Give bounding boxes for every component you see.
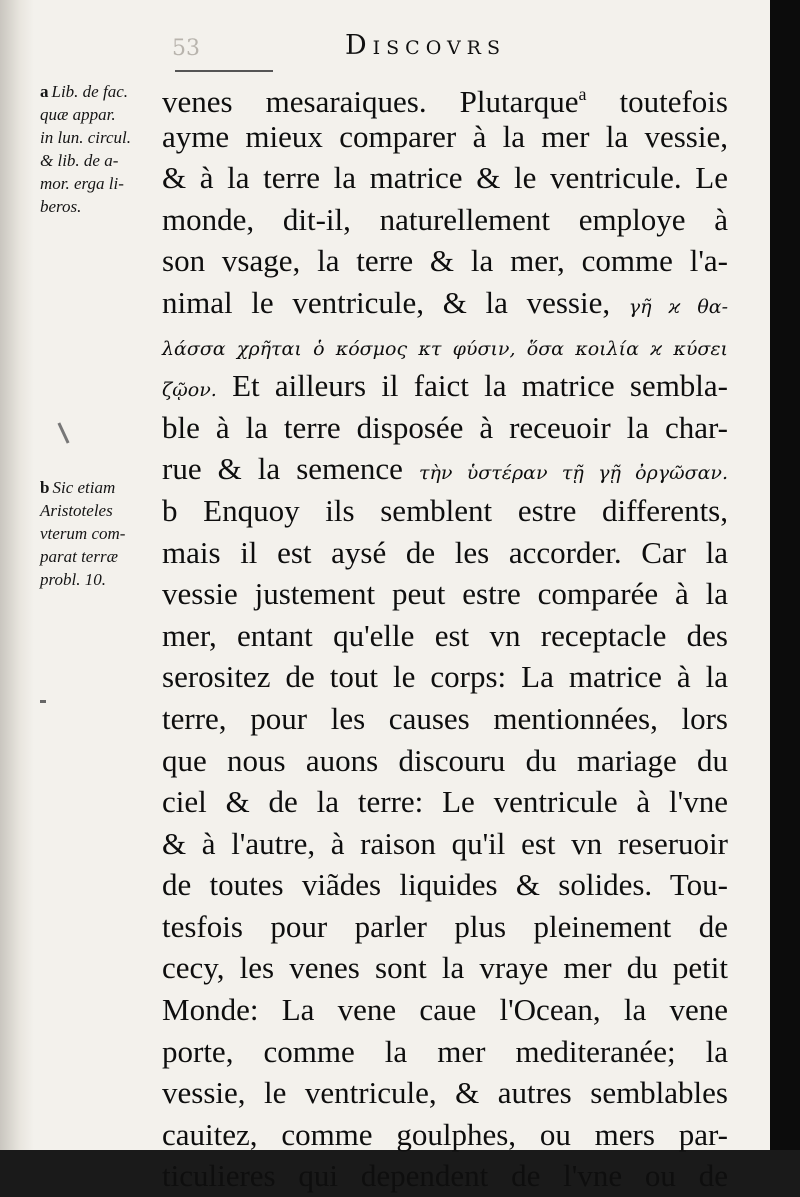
text-line: & à l'autre, à raison qu'il est vn reseruoir [162, 825, 728, 861]
text-line: Monde: La vene caue l'Ocean, la vene [162, 992, 728, 1028]
text-span: nimal le ventricule, & la vessie, [162, 284, 611, 320]
ink-mark [57, 422, 69, 443]
text-line: porte, comme la mer mediteranée; la [162, 1033, 728, 1069]
text-line: que nous auons discouru du mariage du [162, 742, 728, 778]
text-line: serositez de tout le corps: La matrice à la [162, 659, 728, 695]
text-span: Et ailleurs il faict la matrice sembla- [232, 368, 728, 404]
margin-note-line [40, 545, 162, 568]
text-line: b Enquoy ils semblent estre differents, [162, 492, 728, 528]
margin-note-text: in lun. circul. [40, 128, 131, 147]
margin-note-line [40, 476, 162, 499]
header-rule [175, 70, 273, 72]
margin-note-a [40, 80, 162, 218]
text-span: toutefois [619, 84, 728, 119]
margin-note-text: quæ appar. [40, 105, 116, 124]
margin-note-text: beros. [40, 197, 82, 216]
text-line: cecy, les venes sont la vraye mer du petit [162, 950, 728, 986]
margin-note-line [40, 103, 162, 126]
margin-note-text: & lib. de a- [40, 151, 119, 170]
scan-edge [770, 0, 800, 1150]
gutter-shadow [0, 0, 34, 1150]
text-line: ayme mieux comparer à la mer la vessie, [162, 118, 728, 154]
text-line: de toutes viãdes liquides & solides. Tou- [162, 867, 728, 903]
margin-note-text: mor. erga li- [40, 174, 124, 193]
text-line: mais il est aysé de les accorder. Car la [162, 534, 728, 570]
body-text [162, 74, 728, 1197]
text-line: mer, entant qu'elle est vn receptacle des [162, 617, 728, 653]
margin-note-line [40, 522, 162, 545]
text-line: son vsage, la terre & la mer, comme l'a- [162, 243, 728, 279]
ink-mark [40, 700, 46, 703]
text-line: monde, dit-il, naturellement employe à [162, 201, 728, 237]
note-marker: b [40, 478, 50, 497]
margin-note-text: probl. 10. [40, 570, 106, 589]
text-line: vessie, le ventricule, & autres semblables [162, 1075, 728, 1111]
running-head: Discovrs [345, 30, 506, 61]
text-line: ble à la terre disposée à receuoir la char- [162, 409, 728, 445]
text-span: venes mesaraiques. Plutarque [162, 84, 579, 119]
greek-quote: λάσσα χρῆται ὁ κόσμος κτ φύσιν, ὅσα κοιλία ϰ κύσει [162, 337, 728, 360]
text-line [162, 74, 728, 119]
margin-note-line [40, 195, 162, 218]
margin-note-line [40, 126, 162, 149]
greek-quote: γῆ ϰ θα- [628, 295, 729, 318]
footnote-marker: a [578, 84, 587, 104]
text-line: & à la terre la matrice & le ventricule. Le [162, 160, 728, 196]
text-line [162, 282, 728, 324]
text-line: cauitez, comme goulphes, ou mers par- [162, 1116, 728, 1152]
text-line: tesfois pour parler plus pleinement de [162, 908, 728, 944]
text-line [162, 324, 728, 366]
margin-note-line [40, 80, 162, 103]
greek-quote: τὴν ὑστέραν τῇ γῇ ὀργῶσαν. [418, 462, 729, 485]
margin-note-line [40, 172, 162, 195]
margin-note-text: Aristoteles [40, 501, 113, 520]
text-line: ticulieres qui dependent de l'vne ou de [162, 1158, 728, 1194]
margin-note-line [40, 149, 162, 172]
page-number: 53 [172, 36, 200, 61]
text-line: vessie justement peut estre comparée à la [162, 576, 728, 612]
text-line [162, 365, 728, 407]
text-span: rue & la semence [162, 451, 403, 487]
text-line [162, 448, 728, 490]
margin-note-b [40, 476, 162, 591]
greek-quote: ζῷον. [162, 379, 217, 402]
margin-note-text: Lib. de fac. [51, 82, 128, 101]
text-line: terre, pour les causes mentionnées, lors [162, 700, 728, 736]
note-marker: a [40, 82, 49, 101]
text-line: ciel & de la terre: Le ventricule à l'vne [162, 784, 728, 820]
margin-note-line [40, 499, 162, 522]
margin-note-text: vterum com- [40, 524, 126, 543]
margin-note-text: parat terræ [40, 547, 118, 566]
margin-note-text: Sic etiam [52, 478, 116, 497]
margin-note-line [40, 568, 162, 591]
